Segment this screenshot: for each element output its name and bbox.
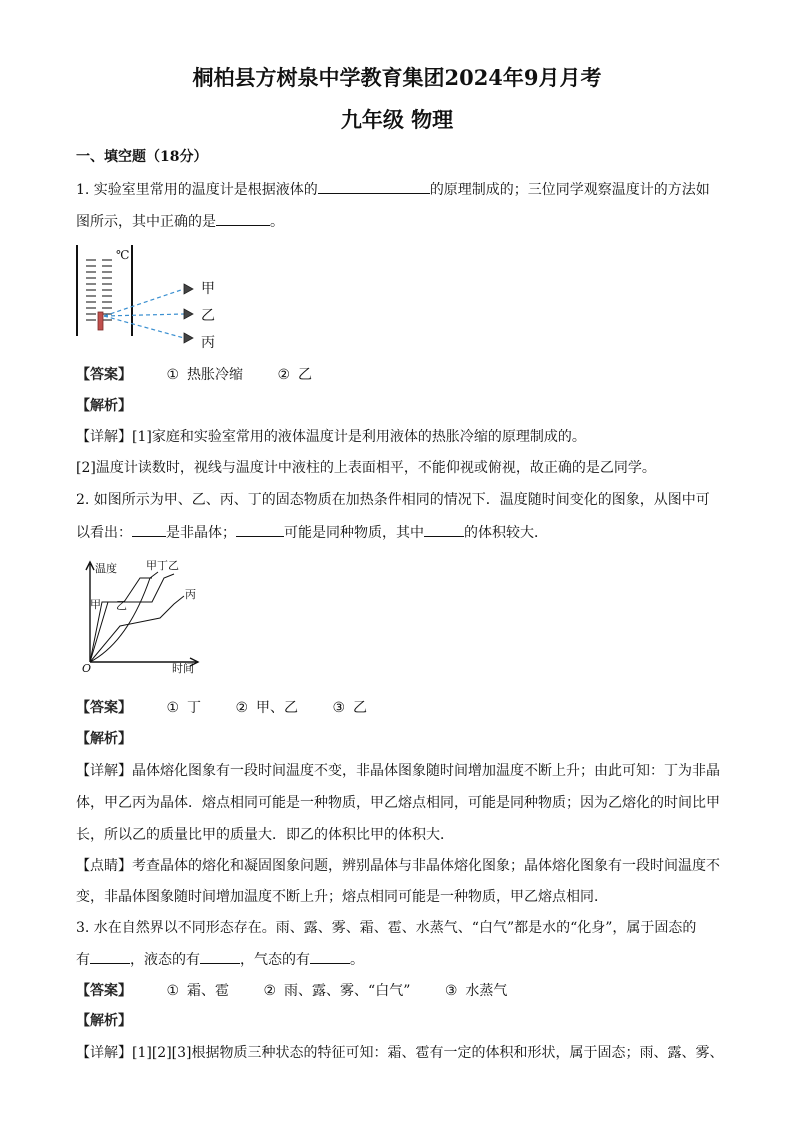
answer-blank[interactable] bbox=[236, 522, 284, 537]
page-subtitle: 九年级 物理 bbox=[340, 107, 454, 132]
q1-line1: 1. 实验室里常用的温度计是根据液体的 的原理制成的；三位同学观察温度计的方法如 bbox=[76, 179, 710, 200]
q2-dianjing2: 变，非晶体图象随时间增加温度不断上升；熔点相同可能是一种物质，甲乙熔点相同． bbox=[76, 889, 608, 905]
origin-label: O bbox=[82, 662, 92, 675]
q2-detail3: 长，所以乙的质量比甲的质量大．即乙的体积比甲的体积大． bbox=[76, 827, 454, 843]
q1-answer: 【答案】 ① 热胀冷缩 ② 乙 bbox=[76, 367, 313, 383]
answer-blank[interactable] bbox=[200, 949, 240, 964]
q3-detail1: 【详解】[1][2][3]根据物质三种状态的特征可知：霜、雹有一定的体积和形状，属于固态；雨、露、雾、 bbox=[76, 1045, 724, 1061]
q2-answer: 【答案】 ① 丁 ② 甲、乙 ③ 乙 bbox=[76, 700, 368, 716]
q3-line2: 有 ，液态的有 ，气态的有 。 bbox=[76, 949, 364, 970]
answer-blank[interactable] bbox=[424, 522, 464, 537]
q1-detail2: [2]温度计读数时，视线与温度计中液柱的上表面相平，不能仰视或俯视，故正确的是乙同学。 bbox=[76, 460, 656, 476]
observer-jia: 甲 bbox=[201, 281, 215, 297]
answer-blank[interactable] bbox=[318, 179, 430, 194]
top-series-labels: 甲丁乙 bbox=[146, 559, 179, 572]
q3-answer: 【答案】 ① 霜、雹 ② 雨、露、雾、“白气” ③ 水蒸气 bbox=[76, 983, 508, 999]
jia-label: 甲 bbox=[90, 598, 101, 611]
q1-line2: 图所示，其中正确的是 。 bbox=[76, 211, 284, 232]
answer-blank[interactable] bbox=[310, 949, 350, 964]
q3-line1: 3. 水在自然界以不同形态存在。雨、露、雾、霜、雹、水蒸气、“白气”都是水的“化身”，属于固态的 bbox=[76, 920, 697, 936]
answer-blank[interactable] bbox=[132, 522, 166, 537]
q2-detail1: 【详解】晶体熔化图象有一段时间温度不变，非晶体图象随时间增加温度不断上升；由此可知：丁为非晶 bbox=[76, 763, 720, 779]
q2-dianjing1: 【点睛】考查晶体的熔化和凝固图象问题，辨别晶体与非晶体熔化图象；晶体熔化图象有一段时间温度不 bbox=[76, 858, 720, 874]
section-heading: 一、填空题（18分） bbox=[76, 149, 208, 165]
q2-line2: 以看出： 是非晶体； 可能是同种物质，其中 的体积较大． bbox=[76, 522, 548, 543]
thermometer-figure bbox=[72, 240, 232, 355]
melting-graph bbox=[78, 556, 208, 676]
y-axis-label: 温度 bbox=[95, 562, 117, 575]
x-axis-label: 时间 bbox=[172, 662, 194, 675]
bing-label: 丙 bbox=[185, 588, 196, 601]
observer-yi: 乙 bbox=[201, 308, 215, 324]
q2-detail2: 体，甲乙丙为晶体．熔点相同可能是一种物质，甲乙熔点相同，可能是同种物质；因为乙熔化的时间比甲 bbox=[76, 795, 720, 811]
answer-blank[interactable] bbox=[216, 211, 270, 226]
q2-line1: 2. 如图所示为甲、乙、丙、丁的固态物质在加热条件相同的情况下．温度随时间变化的图象，从图中可 bbox=[76, 492, 710, 508]
unit-label: ℃ bbox=[116, 248, 130, 262]
yi-label: 乙 bbox=[116, 599, 127, 612]
answer-blank[interactable] bbox=[90, 949, 130, 964]
page-title: 桐柏县方树泉中学教育集团2024年9月月考 bbox=[192, 65, 602, 90]
q3-analysis-label: 【解析】 bbox=[76, 1013, 132, 1029]
q1-detail1: 【详解】[1]家庭和实验室常用的液体温度计是利用液体的热胀冷缩的原理制成的。 bbox=[76, 429, 586, 445]
observer-bing: 丙 bbox=[201, 335, 215, 351]
q1-analysis-label: 【解析】 bbox=[76, 398, 132, 414]
q2-analysis-label: 【解析】 bbox=[76, 731, 132, 747]
